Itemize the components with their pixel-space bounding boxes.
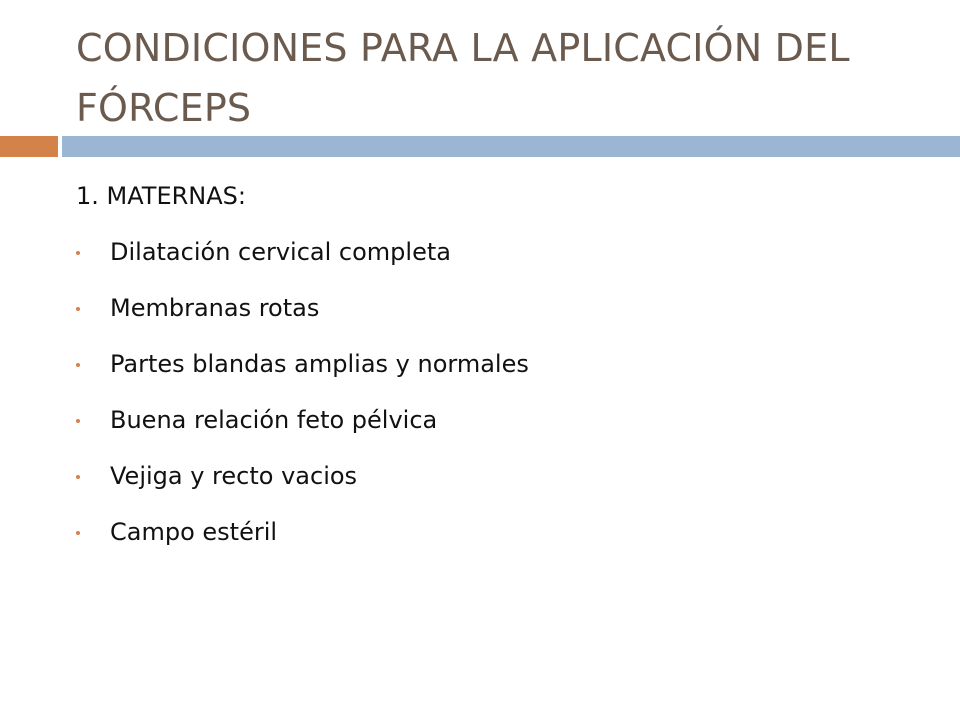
bullet-dot-icon — [76, 531, 80, 535]
bullet-list — [76, 234, 936, 570]
slide-title: CONDICIONES PARA LA APLICACIÓN DEL FÓRCEPS — [76, 26, 850, 130]
list-item-label: Partes blandas amplias y normales — [110, 350, 529, 378]
list-item-label: Campo estéril — [110, 518, 278, 546]
list-item — [76, 514, 936, 570]
list-item — [76, 402, 936, 458]
list-item — [76, 290, 936, 346]
list-item — [76, 234, 936, 290]
bullet-dot-icon — [76, 251, 80, 255]
title-accent-bar-blue — [62, 136, 960, 157]
slide-content — [76, 178, 936, 570]
bullet-dot-icon — [76, 475, 80, 479]
list-item-label: Dilatación cervical completa — [110, 238, 451, 266]
bullet-dot-icon — [76, 307, 80, 311]
list-item-label: Buena relación feto pélvica — [110, 406, 438, 434]
list-item — [76, 458, 936, 514]
bullet-dot-icon — [76, 419, 80, 423]
section-heading: 1. MATERNAS: — [76, 182, 246, 210]
list-item-label: Membranas rotas — [110, 294, 320, 322]
title-accent-bar-orange — [0, 136, 58, 157]
list-item-label: Vejiga y recto vacios — [110, 462, 358, 490]
list-item — [76, 346, 936, 402]
bullet-dot-icon — [76, 363, 80, 367]
